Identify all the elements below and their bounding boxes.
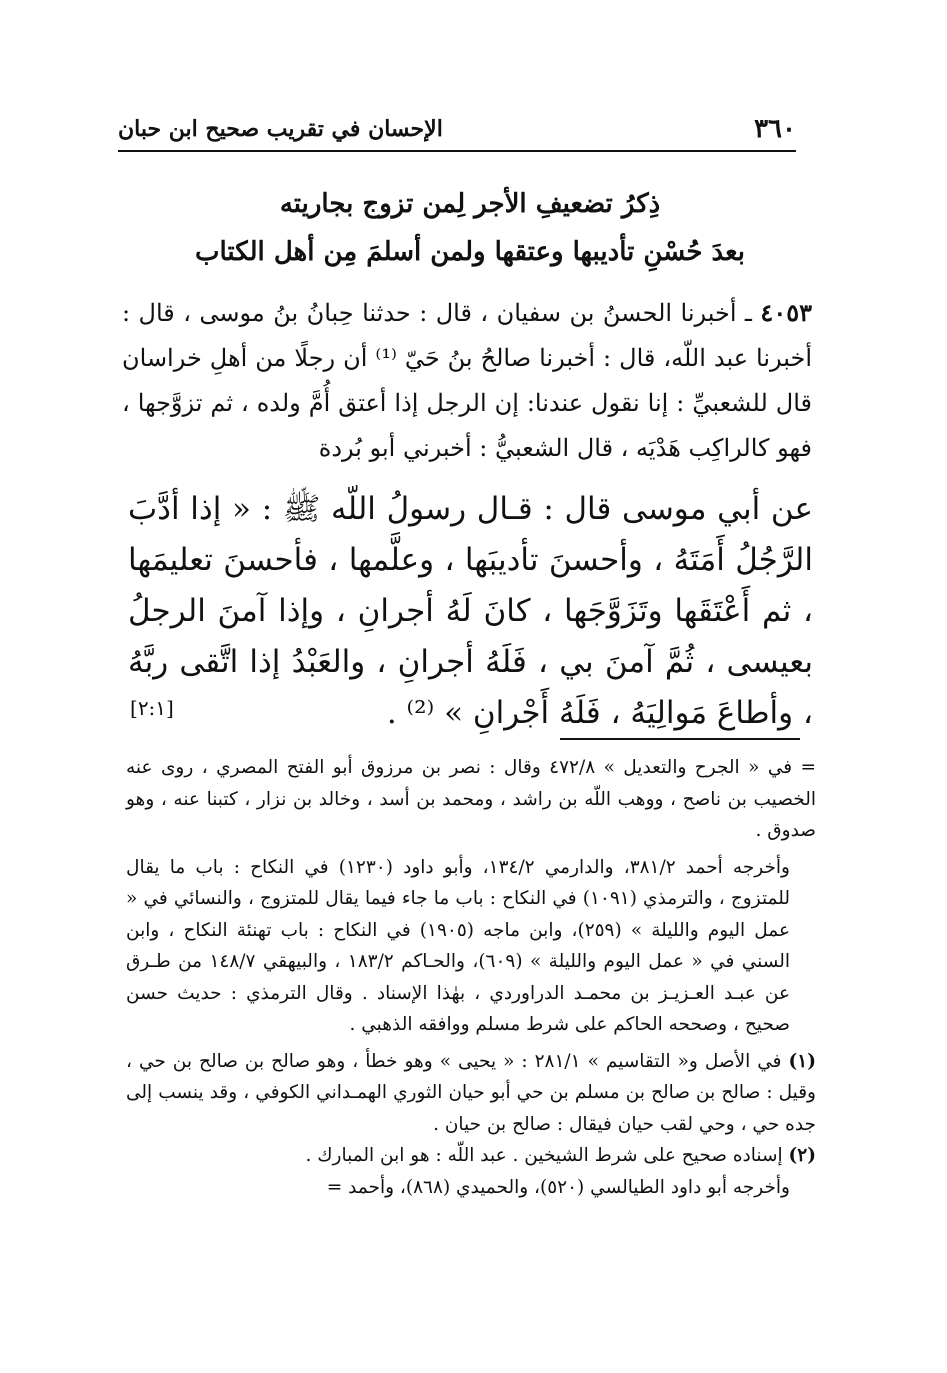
hadith-number: ٤٠٥٣: [760, 298, 812, 327]
footnote-1-text: في الأصل و« التقاسيم » ٢٨١/١ : « يحيى » وهو خطأ ، وهو صالح بن صالح بن حي ، وقيل : صالح بن صالح بن مسلم بن حي أبو حيان الثوري الهمـداني الكوفي ، وقد ينسب إلى جده حي ، وحي لقب حيان فيقال : صالح بن حيان .: [126, 1050, 816, 1135]
footnote-2-continuation: وأخرجه أبو داود الطيالسي (٥٢٠)، والحميدي (٨٦٨)، وأحمد =: [326, 1176, 790, 1198]
hadith-matn: عن أبي موسى قال : قـال رسولُ اللّه ﷺ : « إذا أدَّبَ الرَّجُلُ أَمَتَهُ ، وأحسنَ تأديبَها ، وعلَّمها ، فأحسنَ تعليمَها ، ثم أَعْتَقَها وتَزَوَّجَها ، كانَ لَهُ أجرانِ ، وإذا آمنَ الرجلُ بعيسى ، ثُمَّ آمنَ بي ، فَلَهُ أجرانِ ، والعَبْدُ إذا اتَّقى ربَّهُ ، وأطاعَ مَوالِيَهُ ، فَلَهُ أَجْرانِ » ⁽²⁾ .: [128, 491, 813, 731]
chapter-title: [130, 180, 810, 276]
footnote-1: [126, 1046, 816, 1141]
chapter-title-line-1: ذِكرُ تضعيفِ الأجر لِمن تزوج بجاريته: [279, 189, 661, 219]
footnote-1-mark: (١): [788, 1050, 816, 1072]
page-header: [118, 112, 796, 152]
hadith-reference: [٢:١]: [130, 696, 174, 720]
chapter-title-line-2: بعدَ حُسْنِ تأديبها وعتقها ولمن أسلمَ مِن أهل الكتاب: [195, 237, 745, 267]
footnote-2-text: إسناده صحيح على شرط الشيخين . عبد اللّه : هو ابن المبارك .: [305, 1145, 783, 1166]
isnad-text: ـ أخبرنا الحسنُ بن سفيان ، قال : حدثنا حِبانُ بنُ موسى ، قال : أخبرنا عبد اللّه، قال : أخبرنا صالحُ بنُ حَيّ ⁽¹⁾ أن رجلًا من أهلِ خراسان قال للشعبيِّ : إنا نقول عندنا: إن الرجل إذا أعتق أُمَّ ولده ، ثم تزوَّجها ، فهو كالراكِب هَدْيَه ، قال الشعبيُّ : أخبرني أبو بُردة: [122, 299, 813, 462]
page-number: ٣٦٠: [754, 114, 796, 144]
hadith-isnad: [122, 290, 812, 471]
footnotes: [126, 752, 816, 1203]
header-rule: [118, 150, 796, 152]
footnote-takhrij: وأخرجه أحمد ٣٨١/٢، والدارمي ١٣٤/٢، وأبو داود (١٢٣٠) في النكاح : باب ما يقال للمتزوج ، والترمذي (١٠٩١) في النكاح : باب ما جاء فيما يقال للمتزوج ، والنسائي في « عمل اليوم والليلة » (٢٥٩)، وابن ماجه (١٩٠٥) في النكاح : باب تهنئة النكاح ، وابن السني في « عمل اليوم والليلة » (٦٠٩)، والحـاكم ١٨٣/٢ ، والبيهقي ١٤٨/٧ من طـرق عن عبـد العـزيـز بن محمـد الدراوردي ، بهٰذا الإسناد . وقال الترمذي : حديث حسن صحيح ، وصححه الحاكم على شرط مسلم ووافقه الذهبي .: [126, 856, 791, 1035]
footnote-2: [126, 1140, 816, 1172]
footnote-rule: [560, 738, 800, 740]
running-title: الإحسان في تقريب صحيح ابن حبان: [118, 116, 443, 142]
footnote-2-mark: (٢): [788, 1145, 816, 1166]
footnote-continuation: = في « الجرح والتعديل » ٤٧٢/٨ وقال : نصر بن مرزوق أبو الفتح المصري ، روى عنه الخصيب بن ناصح ، ووهب اللّه بن راشد ، ومحمد بن أسد ، وخالد بن نزار ، كتبنا عنه ، وهو صدوق .: [126, 757, 816, 841]
